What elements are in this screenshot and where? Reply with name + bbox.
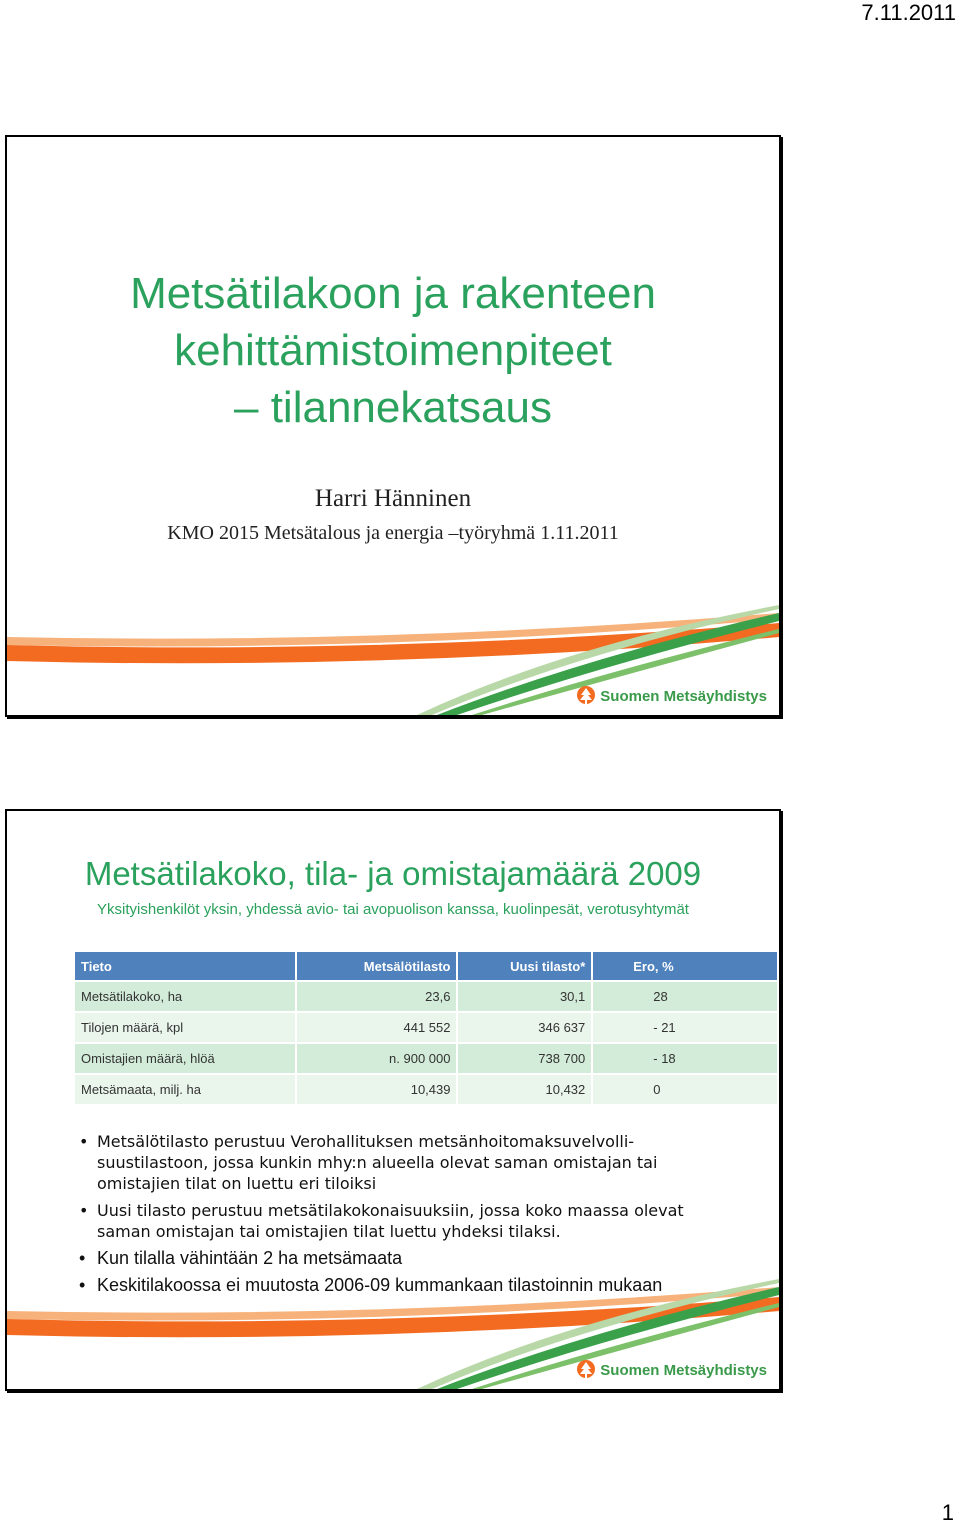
- author-name: Harri Hänninen: [314, 485, 472, 512]
- table-cell: 346 637: [458, 1013, 591, 1042]
- table-cell: 30,1: [458, 982, 591, 1011]
- event-line: KMO 2015 Metsätalous ja energia –työryhmä 1.11.2011: [167, 522, 619, 544]
- logo-text: Suomen Metsäyhdistys: [600, 687, 767, 705]
- page-date: 7.11.2011: [861, 0, 956, 25]
- table-cell: 441 552: [297, 1013, 457, 1042]
- column-header: Tieto: [75, 952, 295, 980]
- column-header: Metsälötilasto: [297, 952, 457, 980]
- table-cell: Metsämaata, milj. ha: [75, 1075, 295, 1104]
- statistics-table: [73, 950, 779, 1106]
- table-row: [75, 1075, 777, 1104]
- title-line-2: kehittämistoimenpiteet: [174, 326, 612, 375]
- bullet-item: • Keskitilakoossa ei muutosta 2006-09 kummankaan tilastoinnin mukaan: [79, 1275, 739, 1296]
- tree-logo-icon: [576, 685, 596, 707]
- organization-logo: [576, 685, 767, 707]
- page-number: 1: [941, 1500, 954, 1525]
- title-line-3: – tilannekatsaus: [234, 383, 552, 432]
- bullet-item: • Uusi tilasto perustuu metsätilakokonaisuuksiin, jossa koko maassa olevat saman omistajan tai omistajien tilat luettu yhdeksi tilaksi.: [79, 1200, 739, 1242]
- table-cell: 10,439: [297, 1075, 457, 1104]
- title-slide: [5, 135, 781, 717]
- statistics-slide: [5, 809, 781, 1391]
- table-cell: n. 900 000: [297, 1044, 457, 1073]
- table-row: [75, 1044, 777, 1073]
- table-cell: Tilojen määrä, kpl: [75, 1013, 295, 1042]
- table-cell: Metsätilakoko, ha: [75, 982, 295, 1011]
- column-header: Uusi tilasto*: [458, 952, 591, 980]
- table-cell: 28: [593, 982, 777, 1011]
- logo-text: Suomen Metsäyhdistys: [600, 1361, 767, 1379]
- slide-title: [7, 265, 779, 436]
- table-cell: Omistajien määrä, hlöä: [75, 1044, 295, 1073]
- table-cell: - 21: [593, 1013, 777, 1042]
- organization-logo: [576, 1359, 767, 1381]
- table-cell: - 18: [593, 1044, 777, 1073]
- table-header-row: [75, 952, 777, 980]
- bullet-item: • Metsälötilasto perustuu Verohallituksen metsänhoitomaksuvelvolli-suustilastoon, jossa kunkin mhy:n alueella olevat saman omistajan tai omistajien tilat on luettu eri tiloiksi: [79, 1131, 739, 1194]
- table-row: [75, 1013, 777, 1042]
- table-cell: 0: [593, 1075, 777, 1104]
- bullet-list: [79, 1131, 739, 1302]
- table-cell: 738 700: [458, 1044, 591, 1073]
- column-header: Ero, %: [593, 952, 777, 980]
- bullet-item: • Kun tilalla vähintään 2 ha metsämaata: [79, 1248, 739, 1269]
- table-row: [75, 982, 777, 1011]
- table-cell: 23,6: [297, 982, 457, 1011]
- title-line-1: Metsätilakoon ja rakenteen: [130, 269, 656, 318]
- tree-logo-icon: [576, 1359, 596, 1381]
- slide-subtitle: Yksityishenkilöt yksin, yhdessä avio- tai avopuolison kanssa, kuolinpesät, verotusyhtymät: [97, 901, 689, 918]
- slide-title: Metsätilakoko, tila- ja omistajamäärä 2009: [84, 855, 702, 892]
- table-cell: 10,432: [458, 1075, 591, 1104]
